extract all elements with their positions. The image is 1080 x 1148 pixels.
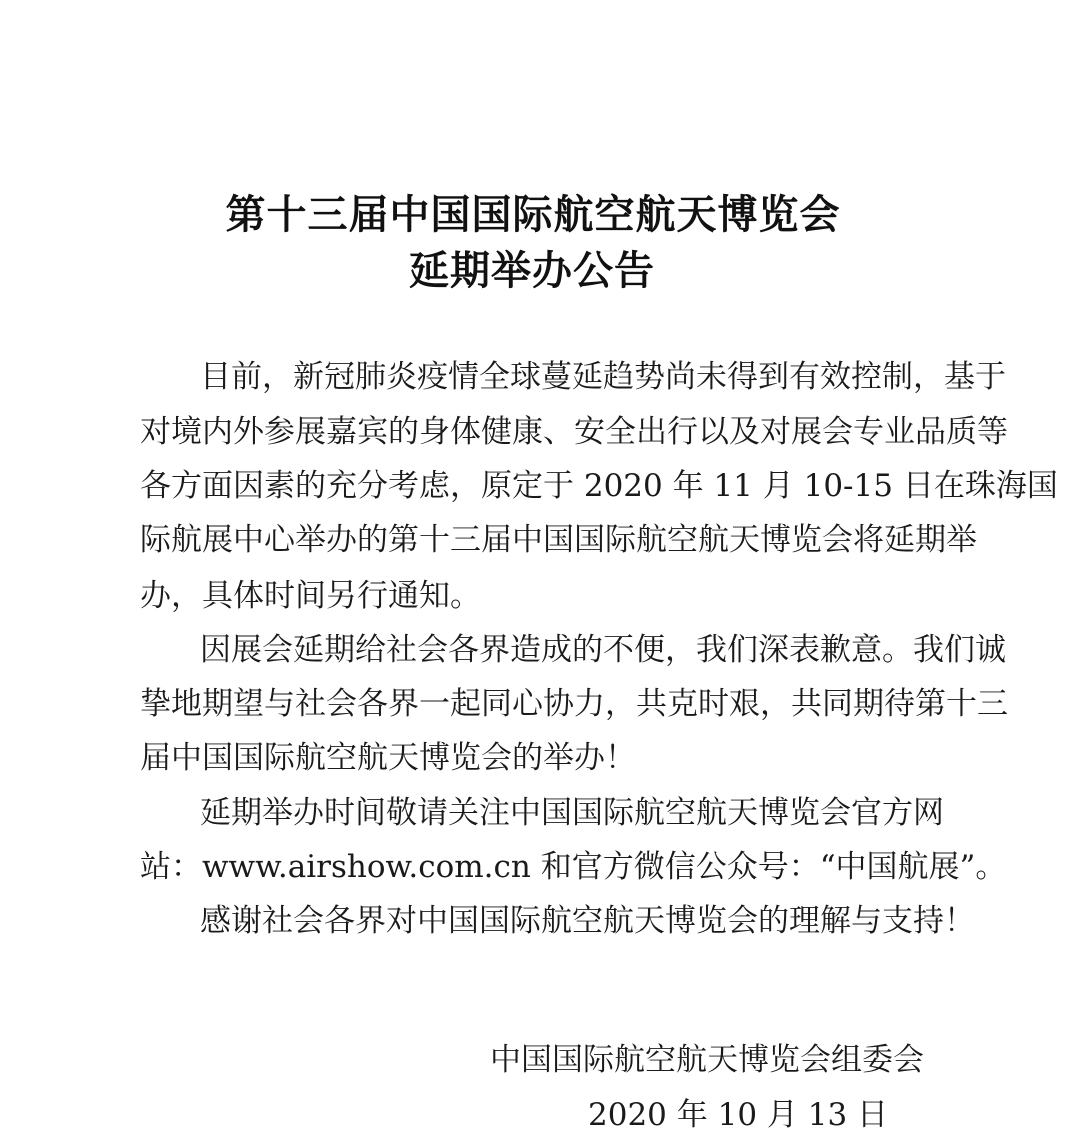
body-line: 届中国国际航空航天博览会的举办！ <box>140 740 636 776</box>
body-line: 因展会延期给社会各界造成的不便，我们深表歉意。我们诚 <box>200 632 1006 668</box>
signature-organization: 中国国际航空航天博览会组委会 <box>490 1042 924 1078</box>
body-line: 挚地期望与社会各界一起同心协力，共克时艰，共同期待第十三 <box>140 686 1008 722</box>
title-line-2: 延期举办公告 <box>409 247 655 294</box>
body-line: 各方面因素的充分考虑，原定于 2020 年 11 月 10-15 日在珠海国 <box>140 468 1058 504</box>
body-line: 际航展中心举办的第十三届中国国际航空航天博览会将延期举 <box>140 522 977 558</box>
body-line: 目前，新冠肺炎疫情全球蔓延趋势尚未得到有效控制，基于 <box>200 359 1006 395</box>
body-line-website: 站：www.airshow.com.cn 和官方微信公众号：“中国航展”。 <box>140 849 1007 885</box>
body-line: 办，具体时间另行通知。 <box>140 578 481 614</box>
body-line: 延期举办时间敬请关注中国国际航空航天博览会官方网 <box>200 795 944 831</box>
body-line: 感谢社会各界对中国国际航空航天博览会的理解与支持！ <box>200 903 975 939</box>
title-line-1: 第十三届中国国际航空航天博览会 <box>225 191 841 238</box>
signature-date: 2020 年 10 月 13 日 <box>588 1097 889 1133</box>
body-line: 对境内外参展嘉宾的身体健康、安全出行以及对展会专业品质等 <box>140 414 1008 450</box>
